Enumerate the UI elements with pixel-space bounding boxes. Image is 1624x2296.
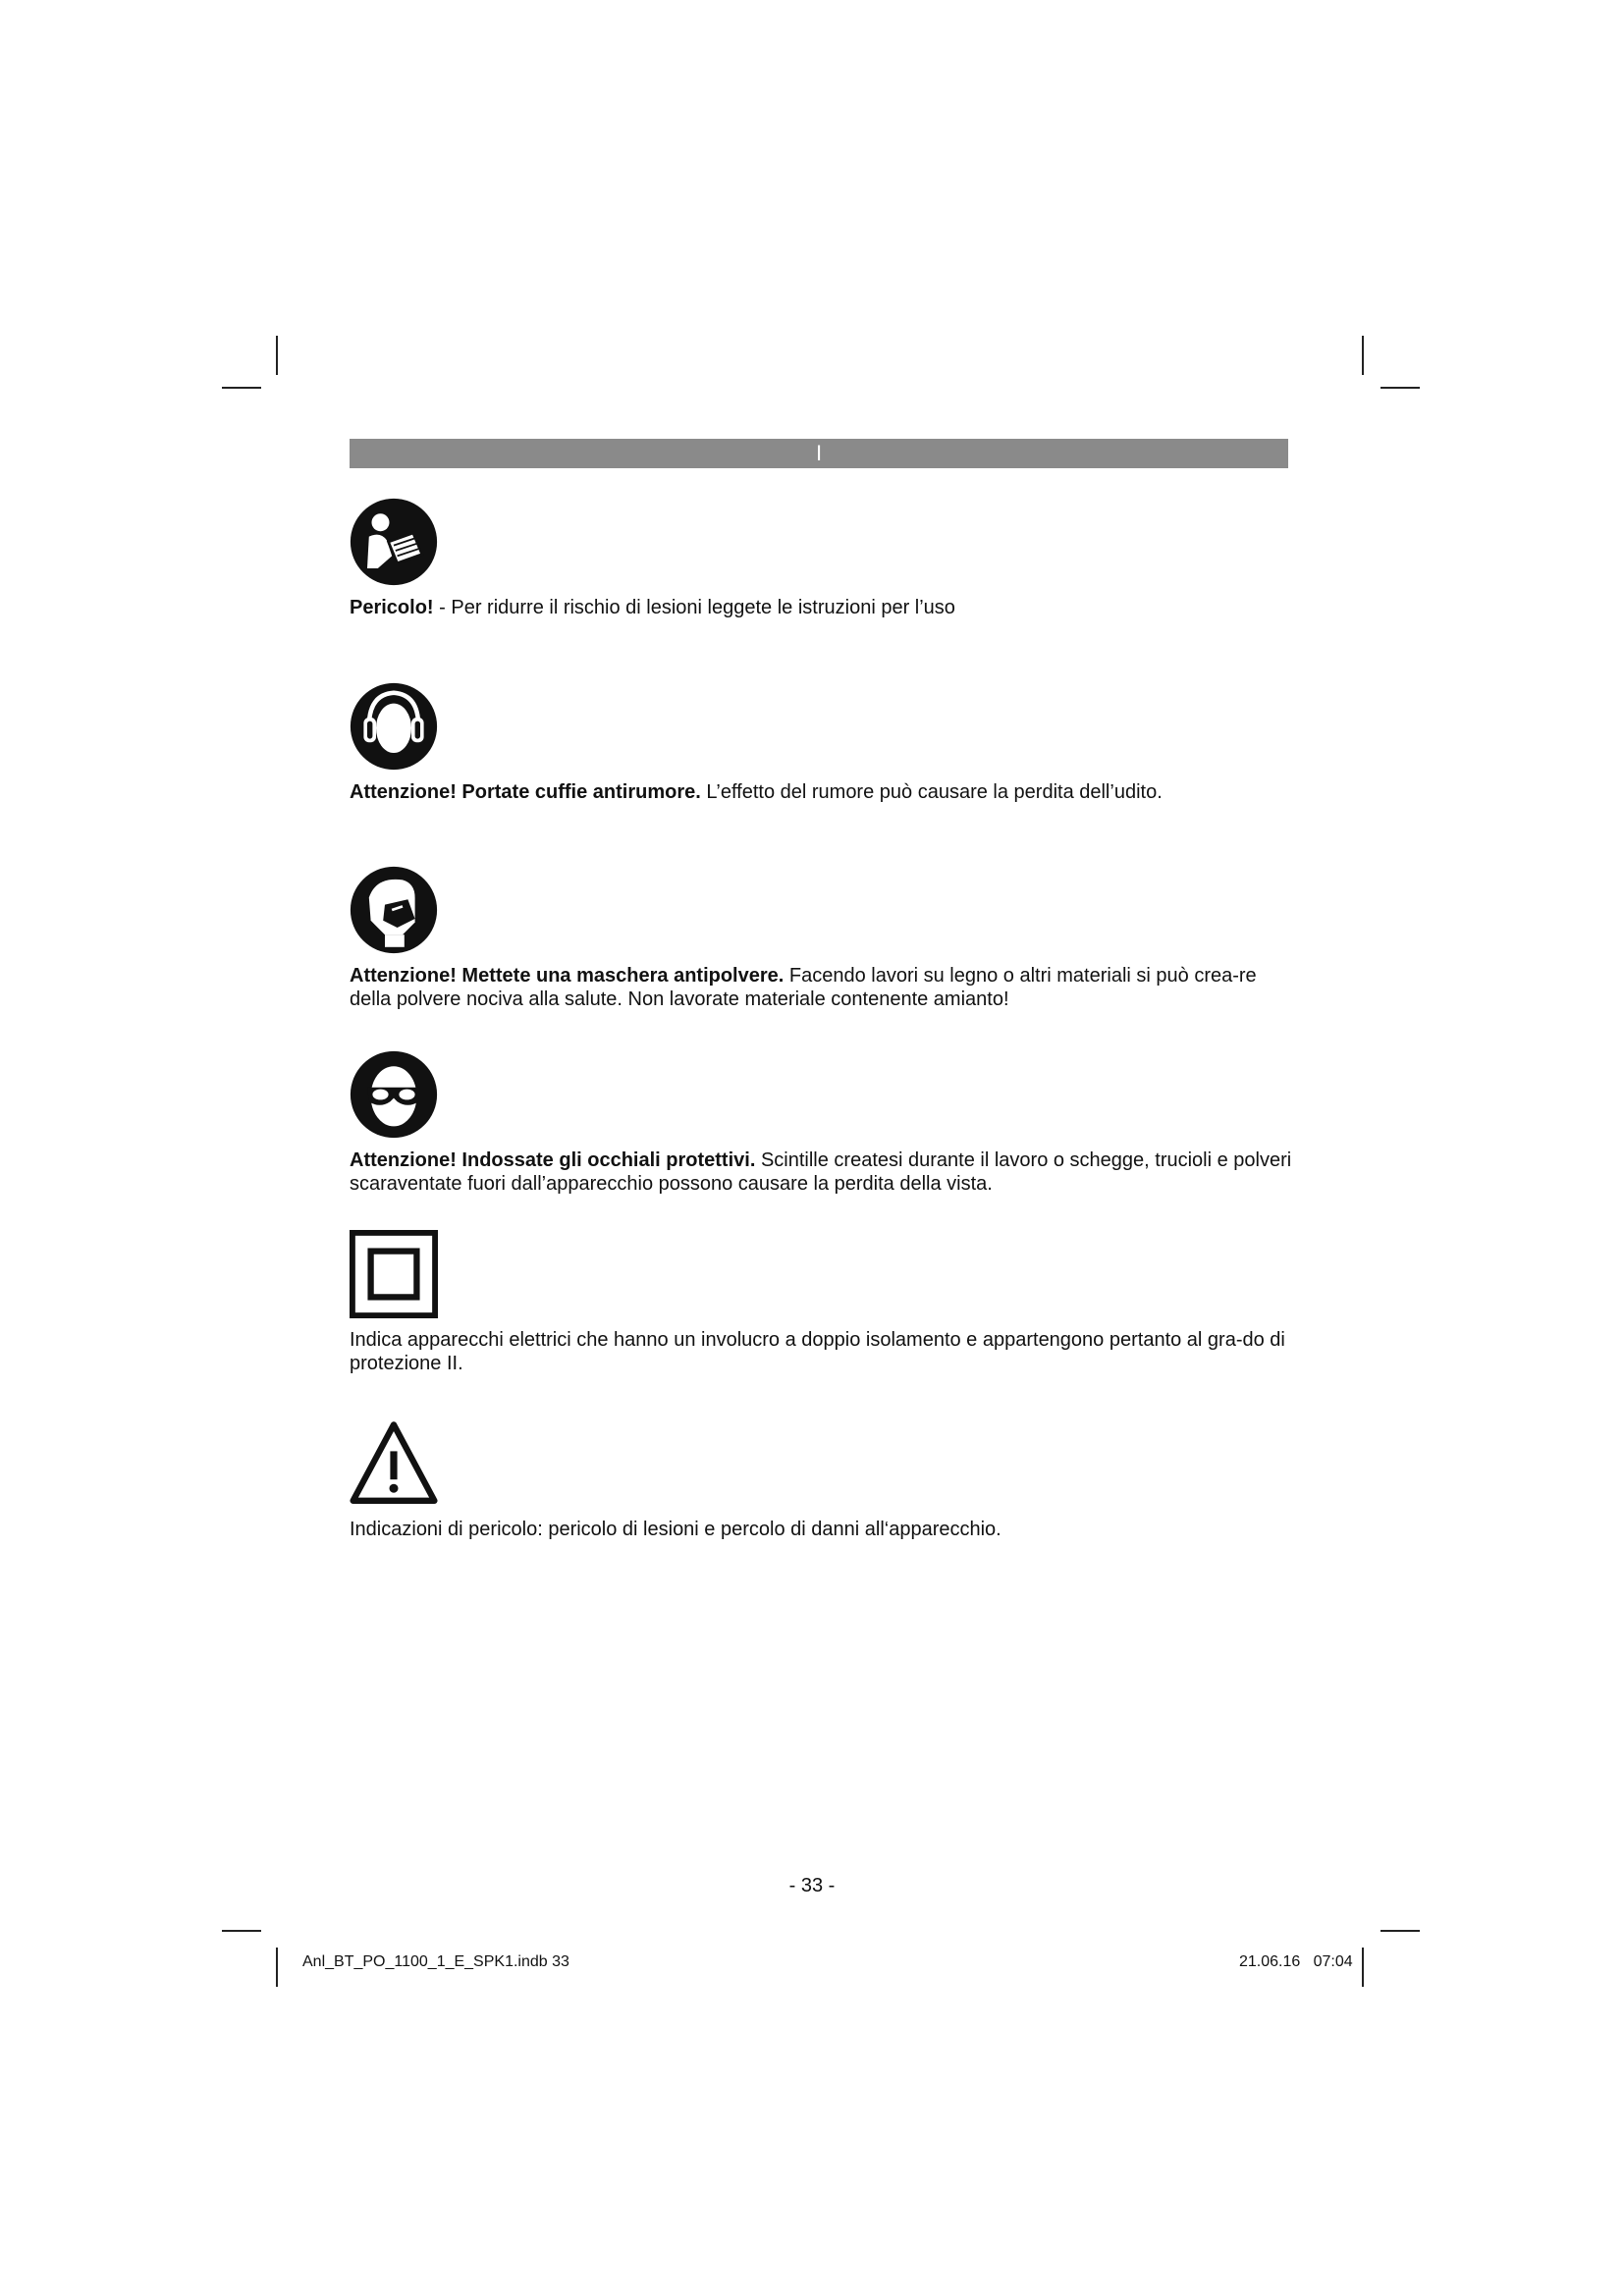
- crop-mark-top-left-v: [276, 336, 278, 375]
- symbol-text-body: - Per ridurre il rischio di lesioni leggete le istruzioni per l’uso: [433, 597, 955, 618]
- symbol-text-bold: Attenzione! Indossate gli occhiali protettivi.: [350, 1149, 756, 1171]
- warning-triangle-icon: [350, 1419, 438, 1508]
- language-header-bar: [350, 439, 1288, 468]
- crop-mark-bottom-right-v: [1362, 1948, 1364, 1987]
- symbol-section-eye-protection: [350, 1050, 1292, 1196]
- symbol-text: [350, 1148, 1292, 1196]
- symbol-section-dust-mask: [350, 866, 1292, 1011]
- symbol-text-body: Indicazioni di pericolo: pericolo di lesioni e percolo di danni all‘apparecchio.: [350, 1519, 1001, 1540]
- ear-protection-icon: [350, 682, 438, 771]
- read-manual-icon: [350, 498, 438, 586]
- symbol-text: [350, 596, 1292, 619]
- symbol-section-warning: [350, 1419, 1292, 1541]
- symbol-text: [350, 780, 1292, 804]
- symbol-text-body: Facendo lavori su legno o altri materiali si può crea-re della polvere nociva alla salute. Non lavorate materiale contenente amianto!: [350, 965, 1257, 1010]
- eye-protection-icon: [350, 1050, 438, 1139]
- symbol-text-body: L’effetto del rumore può causare la perdita dell’udito.: [700, 781, 1163, 803]
- crop-mark-bottom-right-h: [1380, 1930, 1420, 1932]
- symbol-section-read-manual: [350, 498, 1292, 619]
- crop-mark-bottom-left-v: [276, 1948, 278, 1987]
- footer-date: 21.06.16 07:04: [1239, 1953, 1353, 1970]
- crop-mark-top-left-h: [222, 387, 261, 389]
- crop-mark-top-right-v: [1362, 336, 1364, 375]
- footer-file-name: Anl_BT_PO_1100_1_E_SPK1.indb 33: [302, 1953, 569, 1970]
- symbol-section-double-insulation: [350, 1230, 1292, 1375]
- symbol-section-ear-protection: [350, 682, 1292, 804]
- page-number: - 33 -: [788, 1875, 836, 1896]
- symbol-text: [350, 1328, 1292, 1375]
- symbol-text-body: Scintille createsi durante il lavoro o schegge, trucioli e polveri scaraventate fuori dall’apparecchio possono causare la perdita della vista.: [350, 1149, 1292, 1195]
- symbol-text-bold: Attenzione! Portate cuffie antirumore.: [350, 781, 701, 803]
- language-letter: I: [815, 441, 823, 465]
- symbol-text-bold: Attenzione! Mettete una maschera antipolvere.: [350, 965, 785, 987]
- crop-mark-bottom-left-h: [222, 1930, 261, 1932]
- symbol-text: [350, 964, 1292, 1011]
- symbol-text: [350, 1518, 1292, 1541]
- symbol-text-bold: Pericolo!: [350, 597, 434, 618]
- dust-mask-icon: [350, 866, 438, 954]
- symbol-text-body: Indica apparecchi elettrici che hanno un involucro a doppio isolamento e appartengono pertanto al gra-do di protezione II.: [350, 1329, 1285, 1374]
- crop-mark-top-right-h: [1380, 387, 1420, 389]
- double-insulation-icon: [350, 1230, 438, 1318]
